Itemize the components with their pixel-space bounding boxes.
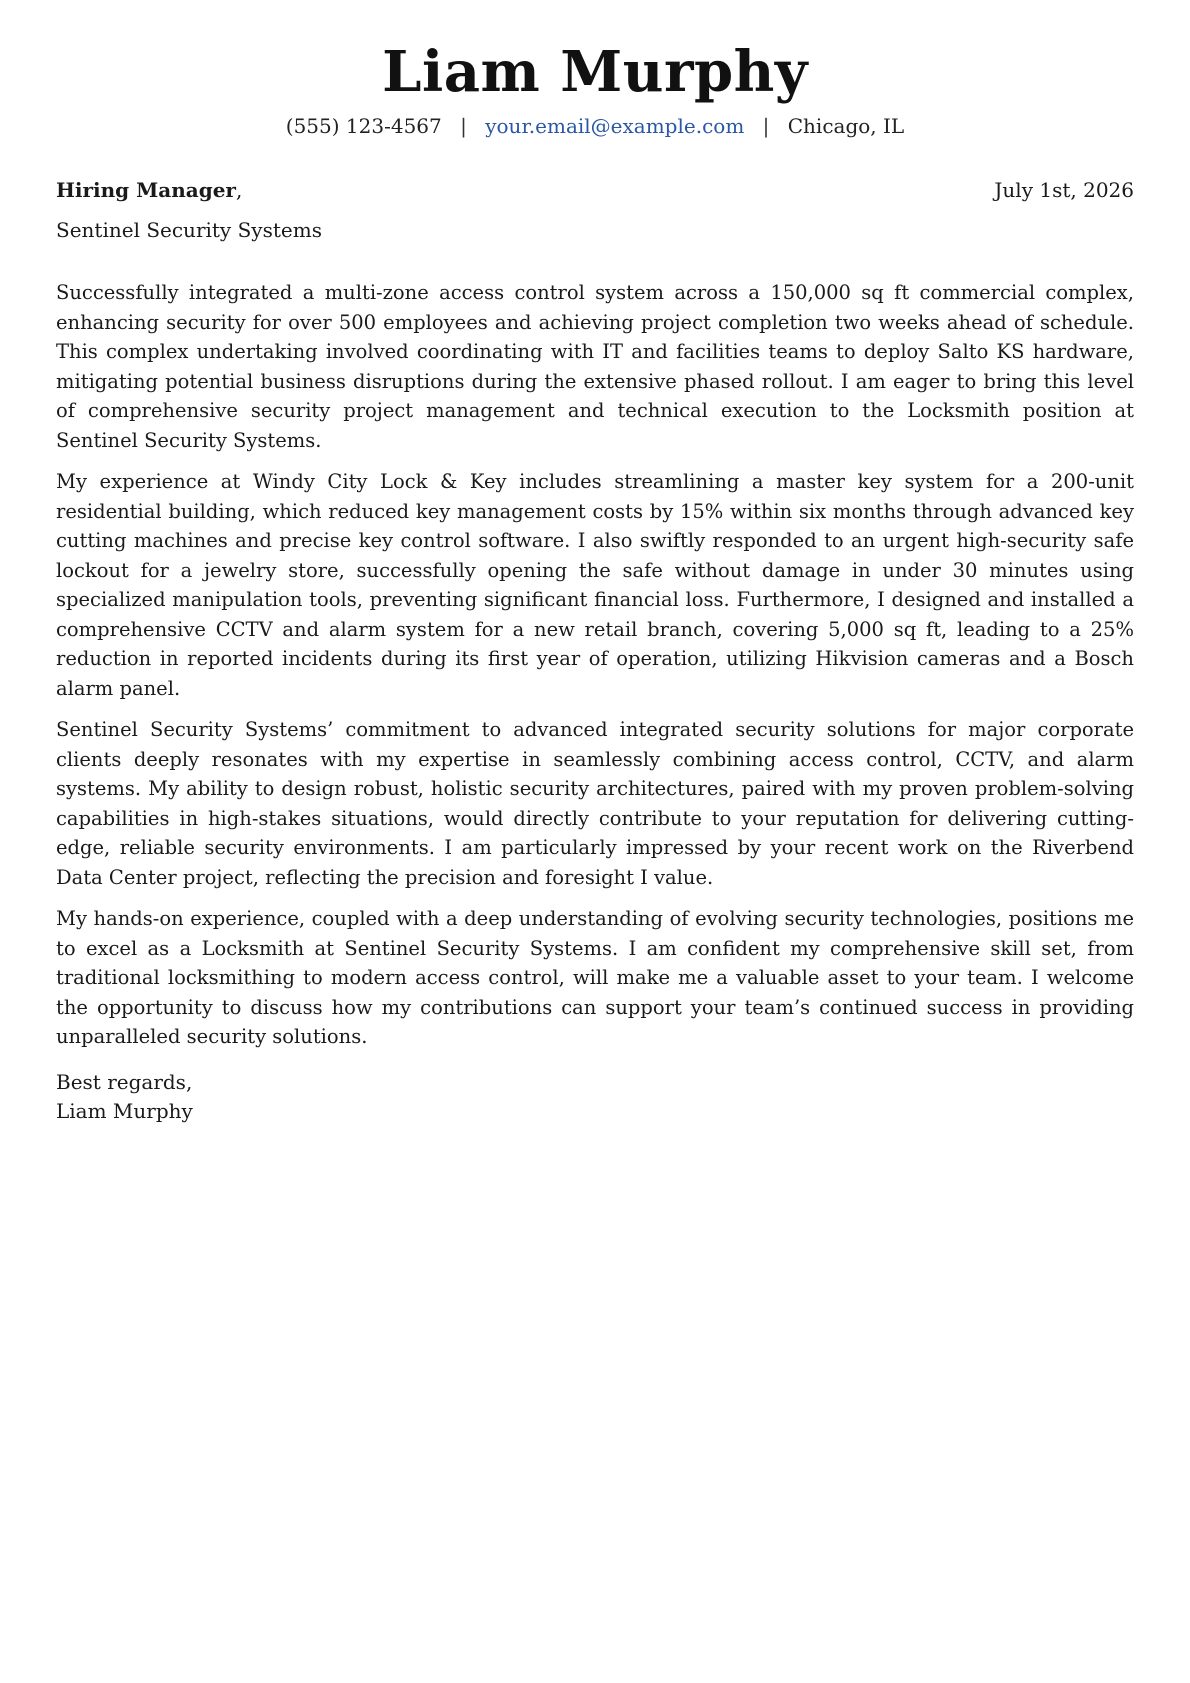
letter-body bbox=[56, 278, 1134, 1052]
recipient-line bbox=[56, 176, 242, 204]
recipient-name: Hiring Manager bbox=[56, 178, 236, 202]
letter-date: July 1st, 2026 bbox=[994, 178, 1134, 202]
addressee-row bbox=[56, 176, 1134, 204]
company-name: Sentinel Security Systems bbox=[56, 218, 322, 242]
contact-separator: | bbox=[762, 114, 770, 138]
body-paragraph: Successfully integrated a multi-zone access control system across a 150,000 sq ft commercial complex, enhancing security for over 500 employees and achieving project completion two weeks ahead of schedule. This complex undertaking involved coordinating with IT and facilities teams to deploy Salto KS hardware, mitigating potential business disruptions during the extensive phased rollout. I am eager to bring this level of comprehensive security project management and technical execution to the Locksmith position at Sentinel Security Systems. bbox=[56, 281, 1134, 452]
phone-number: (555) 123-4567 bbox=[285, 114, 442, 138]
body-paragraph: My experience at Windy City Lock & Key includes streamlining a master key system for a 200-unit residential building, which reduced key management costs by 15% within six months through advanced key cutting machines and precise key control software. I also swiftly responded to an urgent high-security safe lockout for a jewelry store, successfully opening the safe without damage in under 30 minutes using specialized manipulation tools, preventing significant financial loss. Furthermore, I designed and installed a comprehensive CCTV and alarm system for a new retail branch, covering 5,000 sq ft, leading to a 25% reduction in reported incidents during its first year of operation, utilizing Hikvision cameras and a Bosch alarm panel. bbox=[56, 470, 1134, 700]
contact-separator: | bbox=[460, 114, 467, 138]
sender-name: Liam Murphy bbox=[382, 39, 808, 105]
location: Chicago, IL bbox=[787, 114, 905, 138]
closing-block bbox=[56, 1068, 1134, 1127]
contact-line bbox=[56, 112, 1134, 140]
closing-signature: Liam Murphy bbox=[56, 1099, 193, 1123]
email-link[interactable]: your.email@example.com bbox=[485, 114, 745, 138]
body-paragraph: Sentinel Security Systems’ commitment to advanced integrated security solutions for major corporate clients deeply resonates with my expertise in seamlessly combining access control, CCTV, and alarm systems. My ability to design robust, holistic security architectures, paired with my proven problem-solving capabilities in high-stakes situations, would directly contribute to your reputation for delivering cutting-edge, reliable security environments. I am particularly impressed by your recent work on the Riverbend Data Center project, reflecting the precision and foresight I value. bbox=[56, 718, 1134, 889]
body-paragraph: My hands-on experience, coupled with a deep understanding of evolving security technologies, positions me to excel as a Locksmith at Sentinel Security Systems. I am confident my comprehensive skill set, from traditional locksmithing to modern access control, will make me a valuable asset to your team. I welcome the opportunity to discuss how my contributions can support your team’s continued success in providing unparalleled security solutions. bbox=[56, 907, 1134, 1048]
closing-salutation: Best regards, bbox=[56, 1069, 193, 1094]
recipient-comma: , bbox=[235, 178, 243, 202]
